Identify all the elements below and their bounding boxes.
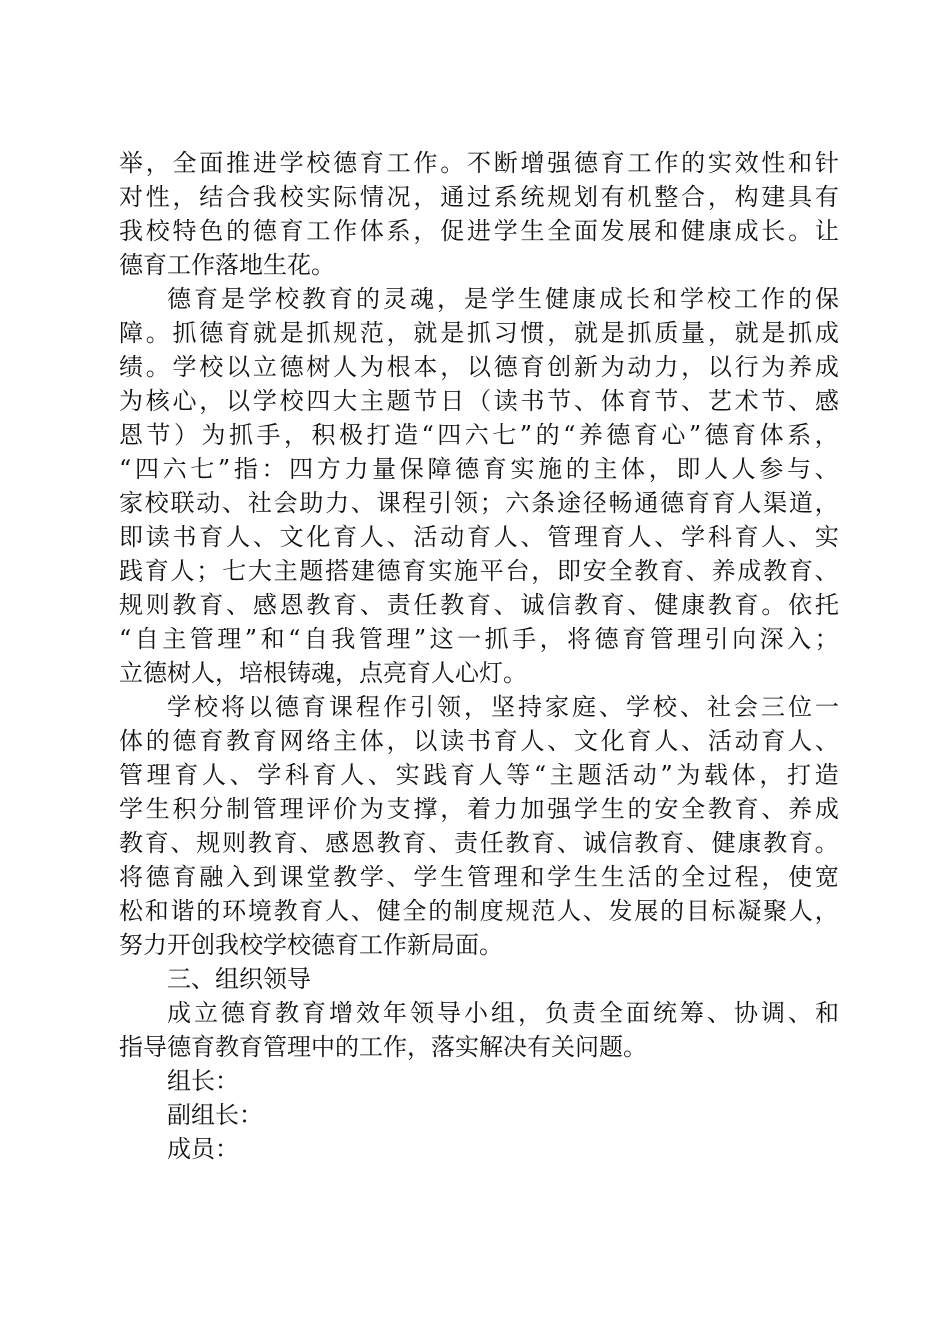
text-line: 恩 节 ） 为 抓 手 ， 积 极 打 造 “ 四 六 七 ” 的 “ 养 德 育 心 ” 德 育 体 系 ， [119,421,839,449]
text-line: 学 生 积 分 制 管 理 评 价 为 支 撑 ， 着 力 加 强 学 生 的 安 全 教 育 、 养 成 [119,795,839,823]
text-line: 管 理 育 人 、 学 科 育 人 、 实 践 育 人 等 “ 主 题 活 动 ” 为 载 体 ， 打 造 [119,761,839,789]
role-leader: 组长： [167,1067,239,1095]
section-paragraph [119,996,839,1064]
role-deputy: 副组长： [167,1101,263,1129]
text-line: 对 性 ， 结 合 我 校 实 际 情 况 ， 通 过 系 统 规 划 有 机 整 合 ， 构 建 具 有 [119,183,839,211]
text-line: 教 育 、 规 则 教 育 、 感 恩 教 育 、 责 任 教 育 、 诚 信 教 育 、 健 康 教 育 。 [119,829,839,857]
text-line: 将 德 育 融 入 到 课 堂 教 学 、 学 生 管 理 和 学 生 生 活 的 全 过 程 ， 使 宽 [119,863,839,891]
text-line: 松 和 谐 的 环 境 教 育 人 、 健 全 的 制 度 规 范 人 、 发 展 的 目 标 凝 聚 人 ， [119,897,839,925]
text-line: 规 则 教 育 、 感 恩 教 育 、 责 任 教 育 、 诚 信 教 育 、 健 康 教 育 。 依 托 [119,591,839,619]
document-body [119,146,839,1166]
text-line: “ 自 主 管 理 ” 和 “ 自 我 管 理 ” 这 一 抓 手 ， 将 德 育 管 理 引 向 深 入 ； [119,625,839,653]
paragraph-1 [119,146,839,282]
text-line: 德育工作落地生花。 [119,251,335,279]
paragraph-3 [119,690,839,962]
text-line: “ 四 六 七 ” 指 ： 四 方 力 量 保 障 德 育 实 施 的 主 体 ， 即 人 人 参 与 、 [119,455,839,483]
text-line: 立德树人，培根铸魂，点亮育人心灯。 [119,659,527,687]
section-heading: 三、组织领导 [167,965,311,993]
role-members: 成员： [167,1135,239,1163]
text-line: 我 校 特 色 的 德 育 工 作 体 系 ， 促 进 学 生 全 面 发 展 和 健 康 成 长 。 让 [119,217,839,245]
text-line: 家 校 联 动 、 社 会 助 力 、 课 程 引 领 ； 六 条 途 径 畅 通 德 育 育 人 渠 道 ， [119,489,839,517]
text-line: 德 育 是 学 校 教 育 的 灵 魂 ， 是 学 生 健 康 成 长 和 学 校 工 作 的 保 [167,285,839,313]
text-line: 指导德育教育管理中的工作，落实解决有关问题。 [119,1033,647,1061]
text-line: 体 的 德 育 教 育 网 络 主 体 ， 以 读 书 育 人 、 文 化 育 人 、 活 动 育 人 、 [119,727,839,755]
text-line: 成 立 德 育 教 育 增 效 年 领 导 小 组 ， 负 责 全 面 统 筹 、 协 调 、 和 [167,999,839,1027]
text-line: 举 ， 全 面 推 进 学 校 德 育 工 作 。 不 断 增 强 德 育 工 作 的 实 效 性 和 针 [119,149,839,177]
text-line: 为 核 心 ， 以 学 校 四 大 主 题 节 日 （ 读 书 节 、 体 育 节 、 艺 术 节 、 感 [119,387,839,415]
paragraph-2 [119,282,839,690]
text-line: 障 。 抓 德 育 就 是 抓 规 范 ， 就 是 抓 习 惯 ， 就 是 抓 质 量 ， 就 是 抓 成 [119,319,839,347]
text-line: 努力开创我校学校德育工作新局面。 [119,931,503,959]
text-line: 学 校 将 以 德 育 课 程 作 引 领 ， 坚 持 家 庭 、 学 校 、 社 会 三 位 一 [167,693,839,721]
text-line: 践 育 人 ； 七 大 主 题 搭 建 德 育 实 施 平 台 ， 即 安 全 教 育 、 养 成 教 育 、 [119,557,839,585]
text-line: 即 读 书 育 人 、 文 化 育 人 、 活 动 育 人 、 管 理 育 人 、 学 科 育 人 、 实 [119,523,839,551]
text-line: 绩 。 学 校 以 立 德 树 人 为 根 本 ， 以 德 育 创 新 为 动 力 ， 以 行 为 养 成 [119,353,839,381]
